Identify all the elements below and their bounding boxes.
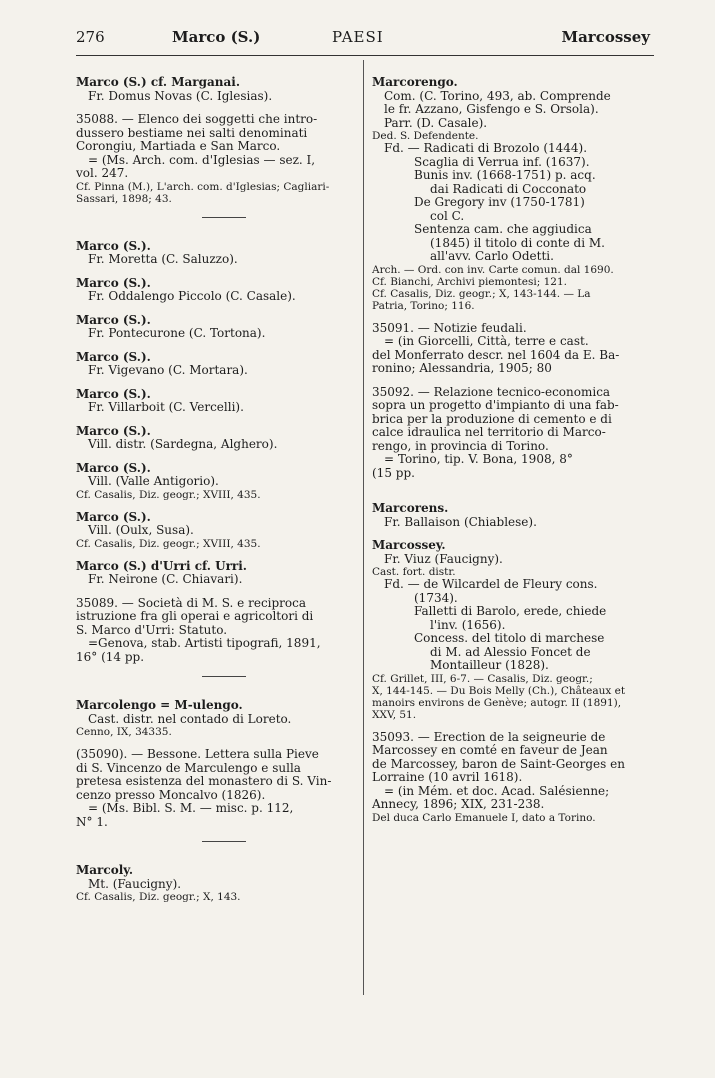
text-line: Vill. (Valle Antigorio). [88,474,219,488]
entry-heading: Marcoly. [76,863,134,877]
reference-line: Arch. — Ord. con inv. Carte comun. dal 1690. [372,263,614,276]
text-line: Fr. Villarboit (C. Vercelli). [88,400,244,414]
text-line: Lorraine (10 avril 1618). [372,770,523,784]
text-line: (15 pp. [372,465,415,480]
spacer [372,376,654,386]
spacer [76,341,358,351]
text-line: Marcossey en comté en faveur de Jean [372,743,608,757]
text-line: Bunis inv. (1668-1751) p. acq. [414,168,596,182]
text-line: Vill. distr. (Sardegna, Alghero). [88,437,278,451]
reference-line: Cf. Bianchi, Archivi piemontesi; 121. [372,275,567,288]
page-number: 276 [76,28,105,46]
reference-line: Ded. S. Defendente. [372,130,479,142]
reference-line: Cf. Casalis, Diz. geogr.; X, 143-144. — La [372,287,591,300]
reference-line: Patria, Torino; 116. [372,299,475,312]
text-line: Fr. Viuz (Faucigny). [384,551,503,566]
entry-heading: Marco (S.) d'Urri cf. Urri. [76,558,247,573]
entry-heading: Marcorengo. [372,75,458,89]
spacer [76,304,358,314]
header-left-title: Marco (S.) [172,28,261,46]
left-column [76,76,358,903]
text-line: De Gregory inv (1750-1781) [414,195,585,209]
text-line: cenzo presso Moncalvo (1826). [76,787,266,802]
text-line: Com. (C. Torino, 493, ab. Comprende [384,88,611,103]
text-line: istruzione fra gli operai e agricoltori di [76,609,314,623]
entry-heading: Marcorens. [372,501,449,515]
text-line: Fd. — Radicati di Brozolo (1444). [384,141,588,155]
spacer [372,480,654,502]
text-line: = Torino, tip. V. Bona, 1908, 8° [384,452,573,466]
text-line: Fr. Pontecurone (C. Tortona). [88,326,266,340]
spacer [372,721,654,731]
text-line: ronino; Alessandria, 1905; 80 [372,361,552,375]
reference-line: Cf. Casalis, Diz. geogr.; X, 143. [76,891,241,903]
text-line: sopra un progetto d'impianto di una fab- [372,398,619,412]
text-line: Fd. — de Wilcardel de Fleury cons. [384,577,598,591]
spacer [76,587,358,597]
entry-heading: Marcolengo = M-ulengo. [76,698,243,712]
right-column [372,76,654,824]
page-header [76,28,650,52]
entry-heading: Marco (S.). [76,423,151,438]
text-line: Falletti di Barolo, erede, chiede [414,604,607,618]
entry-heading: Marco (S.) cf. Marganai. [76,75,240,89]
text-line: brica per la produzione di cemento e di [372,411,612,426]
text-line: Fr. Moretta (C. Saluzzo). [88,252,238,266]
text-line: (1845) il titolo di conte di M. [430,235,605,250]
text-line: Fr. Ballaison (Chiablese). [384,514,537,529]
text-line: rengo, in provincia di Torino. [372,438,549,453]
entry-heading: Marco (S.). [76,509,151,524]
reference-line: Cast. fort. distr. [372,566,456,578]
text-line: 35092. — Relazione tecnico-economica [372,384,611,399]
reference-line: Sassari, 1898; 43. [76,192,172,205]
text-line: Sentenza cam. che aggiudica [414,222,592,236]
entry-heading: Marco (S.). [76,386,151,401]
text-line: = (Ms. Bibl. S. M. — misc. p. 112, [88,801,294,815]
entry-heading: Marco (S.). [76,349,151,364]
header-center-title: PAESI [332,28,384,46]
text-line: = (in Giorcelli, Città, terre e cast. [384,334,589,348]
text-line: Montailleur (1828). [430,658,549,672]
text-line: Scaglia di Verrua inf. (1637). [414,154,590,169]
entry-heading: Marcossey. [372,538,446,552]
text-line: del Monferrato descr. nel 1604 da E. Ba- [372,347,620,362]
reference-line: Cf. Pinna (M.), L'arch. com. d'Iglesias; Cagliari- [76,180,330,193]
header-right-title: Marcossey [561,28,650,46]
text-line: Fr. Neirone (C. Chiavari). [88,572,243,586]
reference-line: Cf. Casalis, Diz. geogr.; XVIII, 435. [76,488,261,501]
reference-line: XXV, 51. [372,708,417,721]
text-line: 35089. — Società di M. S. e reciproca [76,595,307,610]
spacer [76,501,358,511]
text-line: vol. 247. [76,166,129,180]
entry-heading: Marco (S.). [76,275,151,290]
text-line: Corongiu, Martiada e San Marco. [76,139,281,153]
text-line: Fr. Oddalengo Piccolo (C. Casale). [88,289,296,303]
section-separator [202,217,246,218]
entry-heading: Marco (S.). [76,238,151,253]
spacer [76,550,358,560]
spacer [76,267,358,277]
text-line: 35093. — Erection de la seigneurie de [372,729,606,744]
text-line: le fr. Azzano, Gisfengo e S. Orsola). [384,102,599,116]
reference-line: Cf. Grillet, III, 6-7. — Casalis, Diz. geogr.; [372,672,593,685]
text-line: Mt. (Faucigny). [88,876,182,891]
spacer [76,415,358,425]
entry-heading: Marco (S.). [76,312,151,327]
text-line: (35090). — Bessone. Lettera sulla Pieve [76,747,319,761]
text-line: (1734). [414,590,458,605]
text-line: Fr. Domus Novas (C. Iglesias). [88,88,273,103]
text-line: Parr. (D. Casale). [384,115,488,130]
header-rule [76,55,654,56]
text-line: Cast. distr. nel contado di Loreto. [88,711,292,726]
text-line: Annecy, 1896; XIX, 231-238. [372,797,545,811]
text-line: 16° (14 pp. [76,649,145,664]
reference-line: manoirs environs de Genève; autogr. II (1891), [372,696,622,709]
text-line: Vill. (Oulx, Susa). [88,523,194,537]
text-line: di M. ad Alessio Foncet de [430,644,591,659]
reference-line: Cenno, IX, 34335. [76,726,172,738]
text-line: S. Marco d'Urri: Statuto. [76,622,228,637]
spacer [372,312,654,322]
section-separator [202,676,246,677]
spacer [76,378,358,388]
text-line: calce idraulica nel territorio di Marco- [372,425,606,439]
text-line: 35088. — Elenco dei soggetti che intro- [76,112,318,126]
text-line: de Marcossey, baron de Saint-Georges en [372,756,625,771]
spacer [76,452,358,462]
text-line: Fr. Vigevano (C. Mortara). [88,363,248,377]
text-line: dai Radicati di Cocconato [430,181,587,196]
text-line: = (in Mém. et doc. Acad. Salésienne; [384,783,610,798]
reference-line: Cf. Casalis, Diz. geogr.; XVIII, 435. [76,537,261,550]
text-line: all'avv. Carlo Odetti. [430,249,554,263]
entry-heading: Marco (S.). [76,460,151,475]
reference-line: Del duca Carlo Emanuele I, dato a Torino. [372,811,596,824]
text-line: di S. Vincenzo de Marculengo e sulla [76,760,301,775]
text-line: N° 1. [76,814,108,829]
text-line: pretesa esistenza del monastero di S. Vin- [76,774,332,788]
section-separator [202,841,246,842]
column-divider [363,60,364,995]
text-line: l'inv. (1656). [430,617,506,632]
text-line: =Genova, stab. Artisti tipografi, 1891, [88,636,321,650]
reference-line: X, 144-145. — Du Bois Melly (Ch.), Châteaux et [372,684,626,697]
text-line: 35091. — Notizie feudali. [372,320,527,335]
text-line: col C. [430,208,465,223]
text-line: dussero bestiame nei salti denominati [76,125,308,140]
text-line: = (Ms. Arch. com. d'Iglesias — sez. I, [88,152,316,167]
text-line: Concess. del titolo di marchese [414,631,605,645]
